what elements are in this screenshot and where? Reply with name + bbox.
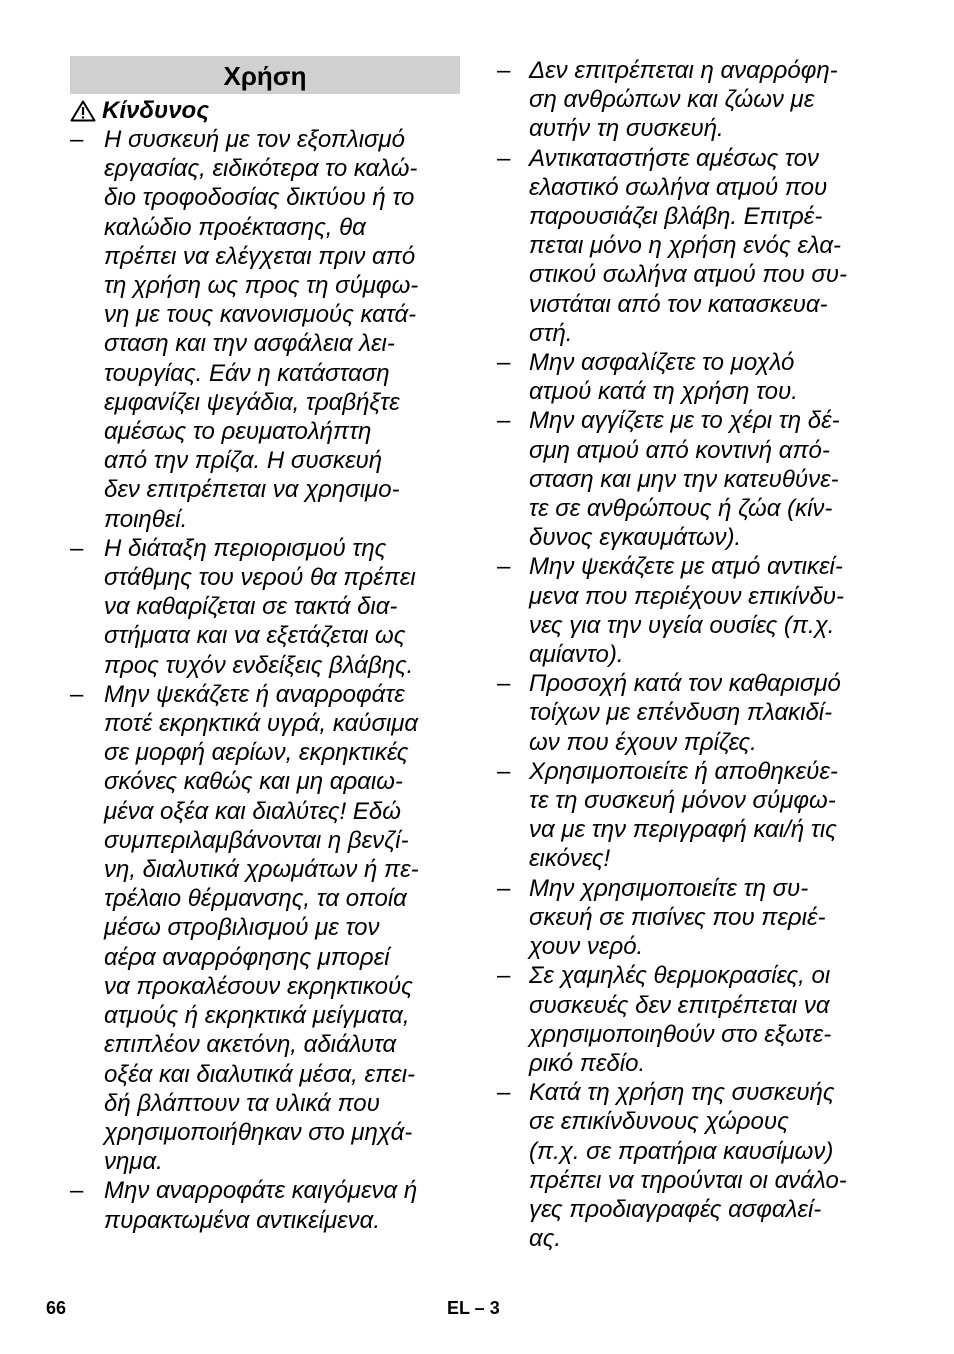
item-text-line: στάθμης του νερού θα πρέπει bbox=[104, 564, 416, 592]
dash-bullet: – bbox=[497, 57, 511, 84]
item-text-line: μέσω στροβιλισμού με τον bbox=[104, 914, 380, 942]
item-text-line: νιστάται από τον κατασκευα- bbox=[529, 290, 828, 318]
item-text-line: Σε χαμηλές θερμοκρασίες, οι bbox=[529, 962, 831, 990]
warning-triangle-icon bbox=[70, 100, 96, 122]
item-text-line: Μην αναρροφάτε καιγόμενα ή bbox=[104, 1177, 418, 1205]
item-text-line: ων που έχουν πρίζες. bbox=[529, 728, 757, 756]
item-text-line: ρικό πεδίο. bbox=[529, 1049, 646, 1077]
item-text-line: νημα. bbox=[104, 1148, 163, 1176]
item-text-line: εργασίας, ειδικότερα το καλώ- bbox=[104, 155, 418, 183]
item-text-line: σταση και την ασφάλεια λει- bbox=[104, 330, 395, 358]
item-text-line: Μην ψεκάζετε ή αναρροφάτε bbox=[104, 680, 405, 708]
danger-heading bbox=[70, 97, 460, 125]
list-item bbox=[70, 534, 460, 680]
item-text-line: σκόνες καθώς και μη αραιω- bbox=[104, 768, 403, 796]
right-column bbox=[497, 56, 889, 1253]
item-text-line: Μην ασφαλίζετε το μοχλό bbox=[529, 349, 795, 377]
item-text-line: δεν επιτρέπεται να χρησιμο- bbox=[104, 476, 400, 504]
item-text-line: Η διάταξη περιορισμού της bbox=[104, 534, 387, 562]
item-text-line: στή. bbox=[529, 319, 573, 347]
footer-language-code: EL – 3 bbox=[447, 1298, 500, 1318]
item-text-line: σταση και μην την κατευθύνε- bbox=[529, 465, 839, 493]
item-text-line: ατμούς ή εκρηκτικά μείγματα, bbox=[104, 1002, 410, 1030]
item-text-line: Προσοχή κατά τον καθαρισμό bbox=[529, 670, 841, 698]
item-text-line: ας. bbox=[529, 1225, 562, 1253]
item-text-line: από την πρίζα. Η συσκευή bbox=[104, 447, 383, 475]
dash-bullet: – bbox=[70, 1177, 84, 1205]
item-text-line: αέρα αναρρόφησης μπορεί bbox=[104, 943, 390, 971]
list-item bbox=[497, 669, 889, 757]
item-text-line: αυτήν τη συσκευή. bbox=[529, 115, 724, 143]
item-text-line: συμπεριλαμβάνονται η βενζί- bbox=[104, 826, 409, 854]
item-text-line: Η συσκευή με τον εξοπλισμό bbox=[104, 126, 406, 153]
item-text-line: μενα που περιέχουν επικίνδυ- bbox=[529, 582, 844, 610]
item-text-line: ποτέ εκρηκτικά υγρά, καύσιμα bbox=[104, 710, 419, 738]
item-text-line: δή βλάπτουν τα υλικά που bbox=[104, 1089, 380, 1117]
dash-bullet: – bbox=[497, 757, 511, 785]
item-text-line: τρέλαιο θέρμανσης, τα οποία bbox=[104, 885, 407, 913]
section-heading: Χρήση bbox=[70, 56, 460, 94]
item-text-line: νη με τους κανονισμούς κατά- bbox=[104, 301, 417, 329]
item-text-line: τουργίας. Εάν η κατάσταση bbox=[104, 359, 390, 387]
dash-bullet: – bbox=[497, 1079, 511, 1107]
left-column bbox=[70, 56, 460, 1235]
item-text-line: να με την περιγραφή και/ή τις bbox=[529, 816, 837, 844]
item-text-line: Δεν επιτρέπεται η αναρρόφη- bbox=[529, 57, 838, 84]
item-text-line: ση ανθρώπων και ζώων με bbox=[529, 86, 815, 114]
item-text-line: καλώδιο προέκτασης, θα bbox=[104, 213, 366, 241]
item-text-line: σε επικίνδυνους χώρους bbox=[529, 1108, 789, 1136]
item-text-line: Κατά τη χρήση της συσκευής bbox=[529, 1079, 835, 1107]
list-item bbox=[497, 757, 889, 874]
right-bullet-list bbox=[497, 56, 889, 1253]
item-text-line: νες για την υγεία ουσίες (π.χ. bbox=[529, 611, 835, 639]
item-text-line: διο τροφοδοσίας δικτύου ή το bbox=[104, 184, 415, 212]
item-text-line: Μην χρησιμοποιείτε τη συ- bbox=[529, 874, 809, 902]
item-text-line: τε σε ανθρώπους ή ζώα (κίν- bbox=[529, 495, 833, 523]
item-text-line: νη, διαλυτικά χρωμάτων ή πε- bbox=[104, 856, 419, 884]
dash-bullet: – bbox=[70, 680, 84, 708]
list-item bbox=[70, 680, 460, 1176]
item-text-line: (π.χ. σε πρατήρια καυσίμων) bbox=[529, 1137, 834, 1165]
dash-bullet: – bbox=[497, 553, 511, 581]
list-item bbox=[497, 1078, 889, 1253]
item-text-line: χρησιμοποιηθούν στο εξωτε- bbox=[529, 1020, 832, 1048]
item-text-line: σκευή σε πισίνες που περιέ- bbox=[529, 903, 826, 931]
item-text-line: σε μορφή αερίων, εκρηκτικές bbox=[104, 739, 409, 767]
list-item bbox=[70, 1176, 460, 1234]
item-text-line: γες προδιαγραφές ασφαλεί- bbox=[529, 1195, 822, 1223]
item-text-line: εικόνες! bbox=[529, 845, 611, 873]
footer-page-number: 66 bbox=[46, 1298, 67, 1318]
list-item bbox=[70, 125, 460, 534]
item-text-line: συσκευές δεν επιτρέπεται να bbox=[529, 991, 830, 1019]
item-text-line: επιπλέον ακετόνη, αδιάλυτα bbox=[104, 1031, 397, 1059]
dash-bullet: – bbox=[497, 874, 511, 902]
item-text-line: χρησιμοποιήθηκαν στο μηχά- bbox=[104, 1118, 413, 1146]
item-text-line: ποιηθεί. bbox=[104, 505, 188, 533]
item-text-line: τοίχων με επένδυση πλακιδί- bbox=[529, 699, 833, 727]
left-bullet-list bbox=[70, 125, 460, 1235]
list-item bbox=[497, 961, 889, 1078]
item-text-line: πεται μόνο η χρήση ενός ελα- bbox=[529, 232, 842, 260]
item-text-line: στήματα και να εξετάζεται ως bbox=[104, 622, 406, 650]
item-text-line: μένα οξέα και διαλύτες! Εδώ bbox=[104, 797, 401, 825]
item-text-line: Μην ψεκάζετε με ατμό αντικεί- bbox=[529, 553, 843, 581]
dash-bullet: – bbox=[497, 144, 511, 172]
item-text-line: πρέπει να ελέγχεται πριν από bbox=[104, 242, 416, 270]
item-text-line: ατμού κατά τη χρήση του. bbox=[529, 378, 798, 406]
item-text-line: αμίαντο). bbox=[529, 641, 624, 669]
list-item bbox=[497, 56, 889, 144]
dash-bullet: – bbox=[497, 670, 511, 698]
dash-bullet: – bbox=[497, 962, 511, 990]
item-text-line: πρέπει να τηρούνται οι ανάλο- bbox=[529, 1166, 847, 1194]
list-item bbox=[497, 874, 889, 962]
list-item bbox=[497, 406, 889, 552]
dash-bullet: – bbox=[497, 407, 511, 435]
item-text-line: Αντικαταστήστε αμέσως τον bbox=[529, 144, 819, 172]
item-text-line: πυρακτωμένα αντικείμενα. bbox=[104, 1206, 381, 1234]
item-text-line: τη χρήση ως προς τη σύμφω- bbox=[104, 272, 419, 300]
item-text-line: δυνος εγκαυμάτων). bbox=[529, 524, 742, 552]
dash-bullet: – bbox=[70, 126, 84, 153]
item-text-line: ελαστικό σωλήνα ατμού που bbox=[529, 173, 828, 201]
item-text-line: σμη ατμού από κοντινή από- bbox=[529, 436, 830, 464]
list-item bbox=[497, 144, 889, 348]
item-text-line: αμέσως το ρευματολήπτη bbox=[104, 418, 372, 446]
list-item bbox=[497, 552, 889, 669]
list-item bbox=[497, 348, 889, 406]
item-text-line: τε τη συσκευή μόνον σύμφω- bbox=[529, 787, 836, 815]
dash-bullet: – bbox=[70, 534, 84, 562]
item-text-line: Μην αγγίζετε με το χέρι τη δέ- bbox=[529, 407, 840, 435]
item-text-line: Χρησιμοποιείτε ή αποθηκεύε- bbox=[529, 757, 838, 785]
item-text-line: να καθαρίζεται σε τακτά δια- bbox=[104, 593, 398, 621]
item-text-line: να προκαλέσουν εκρηκτικούς bbox=[104, 972, 413, 1000]
item-text-line: χουν νερό. bbox=[529, 933, 644, 961]
dash-bullet: – bbox=[497, 349, 511, 377]
item-text-line: οξέα και διαλυτικά μέσα, επει- bbox=[104, 1060, 416, 1088]
item-text-line: παρουσιάζει βλάβη. Επιτρέ- bbox=[529, 203, 823, 231]
item-text-line: εμφανίζει ψεγάδια, τραβήξτε bbox=[104, 388, 400, 416]
item-text-line: στικού σωλήνα ατμού που συ- bbox=[529, 261, 847, 289]
danger-label: Κίνδυνος bbox=[102, 97, 209, 124]
item-text-line: προς τυχόν ενδείξεις βλάβης. bbox=[104, 651, 414, 679]
